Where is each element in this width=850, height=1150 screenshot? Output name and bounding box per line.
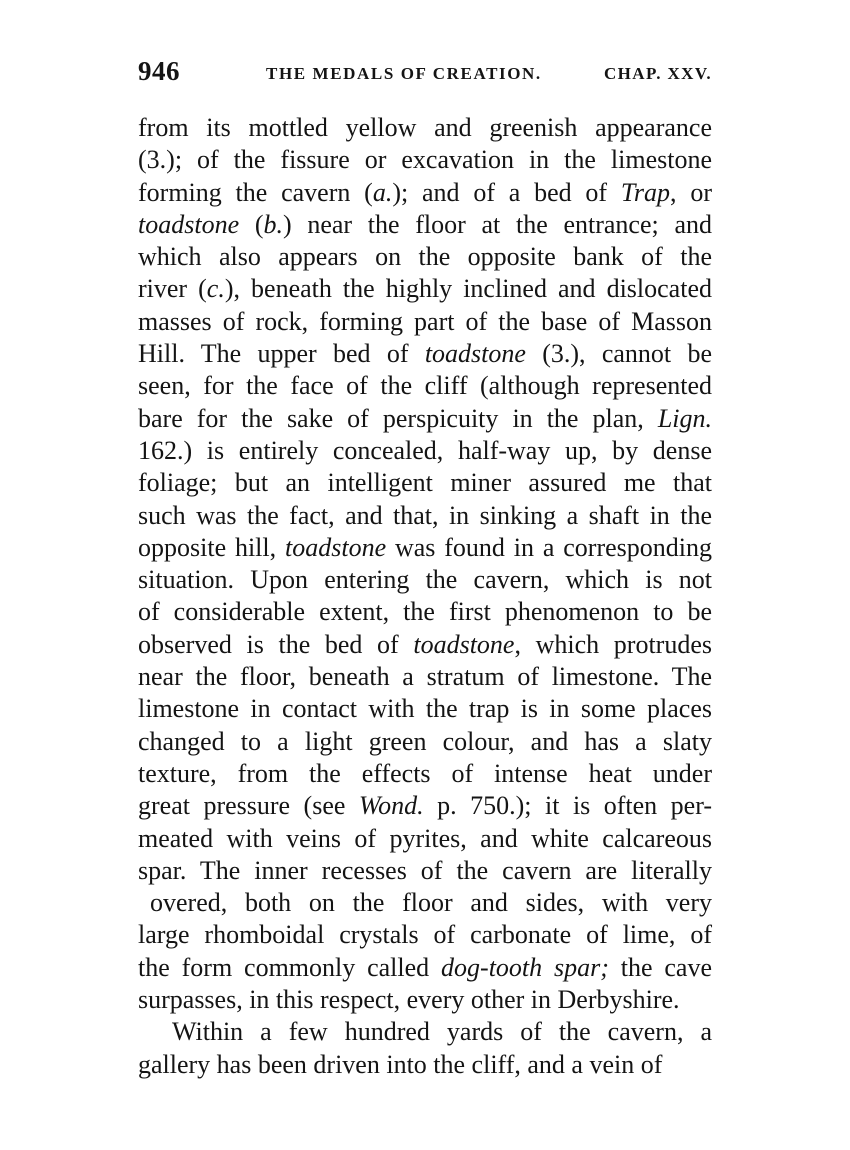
text-run: limestone in contact with the trap is in some places: [138, 694, 712, 724]
text-line: [138, 209, 712, 241]
text-line: [138, 661, 712, 693]
text-line: [138, 952, 712, 984]
text-line: [138, 855, 712, 887]
text-run: changed to a light green colour, and has a slaty: [138, 726, 712, 756]
text-line: [138, 370, 712, 402]
text-run: surpasses, in this respect, every other in Derbyshire.: [138, 985, 680, 1015]
italic-run: dog-tooth spar;: [441, 952, 609, 982]
text-run: situation. Upon entering the cavern, which is not: [138, 565, 712, 595]
text-run: great pressure (see: [138, 791, 359, 821]
text-line: [138, 984, 712, 1016]
text-run: from its mottled yellow and greenish appearance: [138, 113, 712, 142]
text-line: [138, 758, 712, 790]
text-run: Hill. The upper bed of: [138, 339, 425, 369]
running-title: THE MEDALS OF CREATION.: [266, 64, 542, 83]
text-run: large rhomboidal crystals of carbonate of lime, of: [138, 920, 712, 950]
page-number: 946: [138, 56, 180, 86]
text-run: (3.); of the fissure or excavation in the limestone: [138, 145, 712, 175]
italic-run: Wond.: [358, 791, 424, 821]
text-line: [138, 693, 712, 725]
text-line: [138, 500, 712, 532]
text-run: opposite hill,: [138, 532, 285, 562]
text-run: such was the fact, and that, in sinking a shaft in the: [138, 500, 712, 530]
text-line: [138, 564, 712, 596]
text-run: of considerable extent, the first phenomenon to be: [138, 597, 712, 627]
text-line: [138, 532, 712, 564]
italic-run: b.: [263, 209, 283, 239]
text-run: masses of rock, forming part of the base of Masson: [138, 306, 712, 336]
text-line: [138, 1049, 712, 1081]
italic-run: toadstone: [285, 532, 387, 562]
italic-run: Lign.: [657, 403, 712, 433]
text-run: ); and of a bed of: [392, 177, 621, 207]
text-run: , which protrudes: [514, 629, 712, 659]
text-run: observed is the bed of: [138, 629, 414, 659]
text-line: [138, 596, 712, 628]
text-line: [138, 403, 712, 435]
text-run: p. 750.); it is often per-: [423, 791, 713, 821]
text-line: [138, 306, 712, 338]
text-run: bare for the sake of perspicuity in the plan,: [138, 403, 658, 433]
running-head: [138, 56, 712, 92]
text-run: the form commonly called: [138, 952, 442, 982]
text-run: ) near the floor at the entrance; and: [282, 209, 712, 239]
text-run: river (: [138, 274, 207, 304]
italic-run: toadstone: [424, 339, 526, 369]
text-line: [138, 112, 712, 144]
text-run: Within a few hundred yards of the cavern, a: [172, 1017, 712, 1047]
text-line: [138, 435, 712, 467]
text-run: texture, from the effects of intense heat under: [138, 758, 712, 788]
text-line: [138, 629, 712, 661]
text-run: ), beneath the highly inclined and dislocated: [224, 274, 712, 304]
text-run: spar. The inner recesses of the cavern are literally: [138, 855, 712, 885]
text-run: gallery has been driven into the cliff, and a vein of: [138, 1049, 663, 1079]
text-line: [138, 241, 712, 273]
italic-run: toadstone: [413, 629, 515, 659]
text-line: [138, 273, 712, 305]
text-line: [138, 790, 712, 822]
text-run: meated with veins of pyrites, and white calcareous: [138, 823, 712, 853]
text-line: [138, 144, 712, 176]
text-line: [138, 919, 712, 951]
text-line: [138, 338, 712, 370]
text-run: near the floor, beneath a stratum of limestone. The: [138, 662, 712, 692]
text-run: 162.) is entirely concealed, half-way up, by dense: [138, 435, 712, 465]
italic-run: c.: [206, 274, 225, 304]
text-run: (: [239, 209, 264, 239]
text-line: [138, 1016, 712, 1048]
text-run: which also appears on the opposite bank of the: [138, 242, 712, 272]
text-line: [138, 177, 712, 209]
text-run: forming the cavern (: [138, 177, 373, 207]
text-run: was found in a corresponding: [386, 532, 712, 562]
book-page: [138, 56, 712, 1081]
chapter-label: CHAP. XXV.: [604, 64, 712, 83]
text-line: [138, 823, 712, 855]
italic-run: toadstone: [138, 209, 240, 239]
text-line: [138, 467, 712, 499]
body-text: [138, 112, 712, 1081]
text-run: overed, both on the floor and sides, with very: [150, 888, 712, 918]
text-line: [138, 887, 712, 919]
text-run: foliage; but an intelligent miner assured me that: [138, 468, 712, 498]
text-run: the cave: [608, 952, 712, 982]
italic-run: Trap: [620, 177, 671, 207]
text-run: , or: [670, 177, 712, 207]
text-run: (3.), cannot be: [525, 339, 712, 369]
text-line: [138, 726, 712, 758]
italic-run: a.: [372, 177, 393, 207]
text-run: seen, for the face of the cliff (although represented: [138, 371, 712, 401]
